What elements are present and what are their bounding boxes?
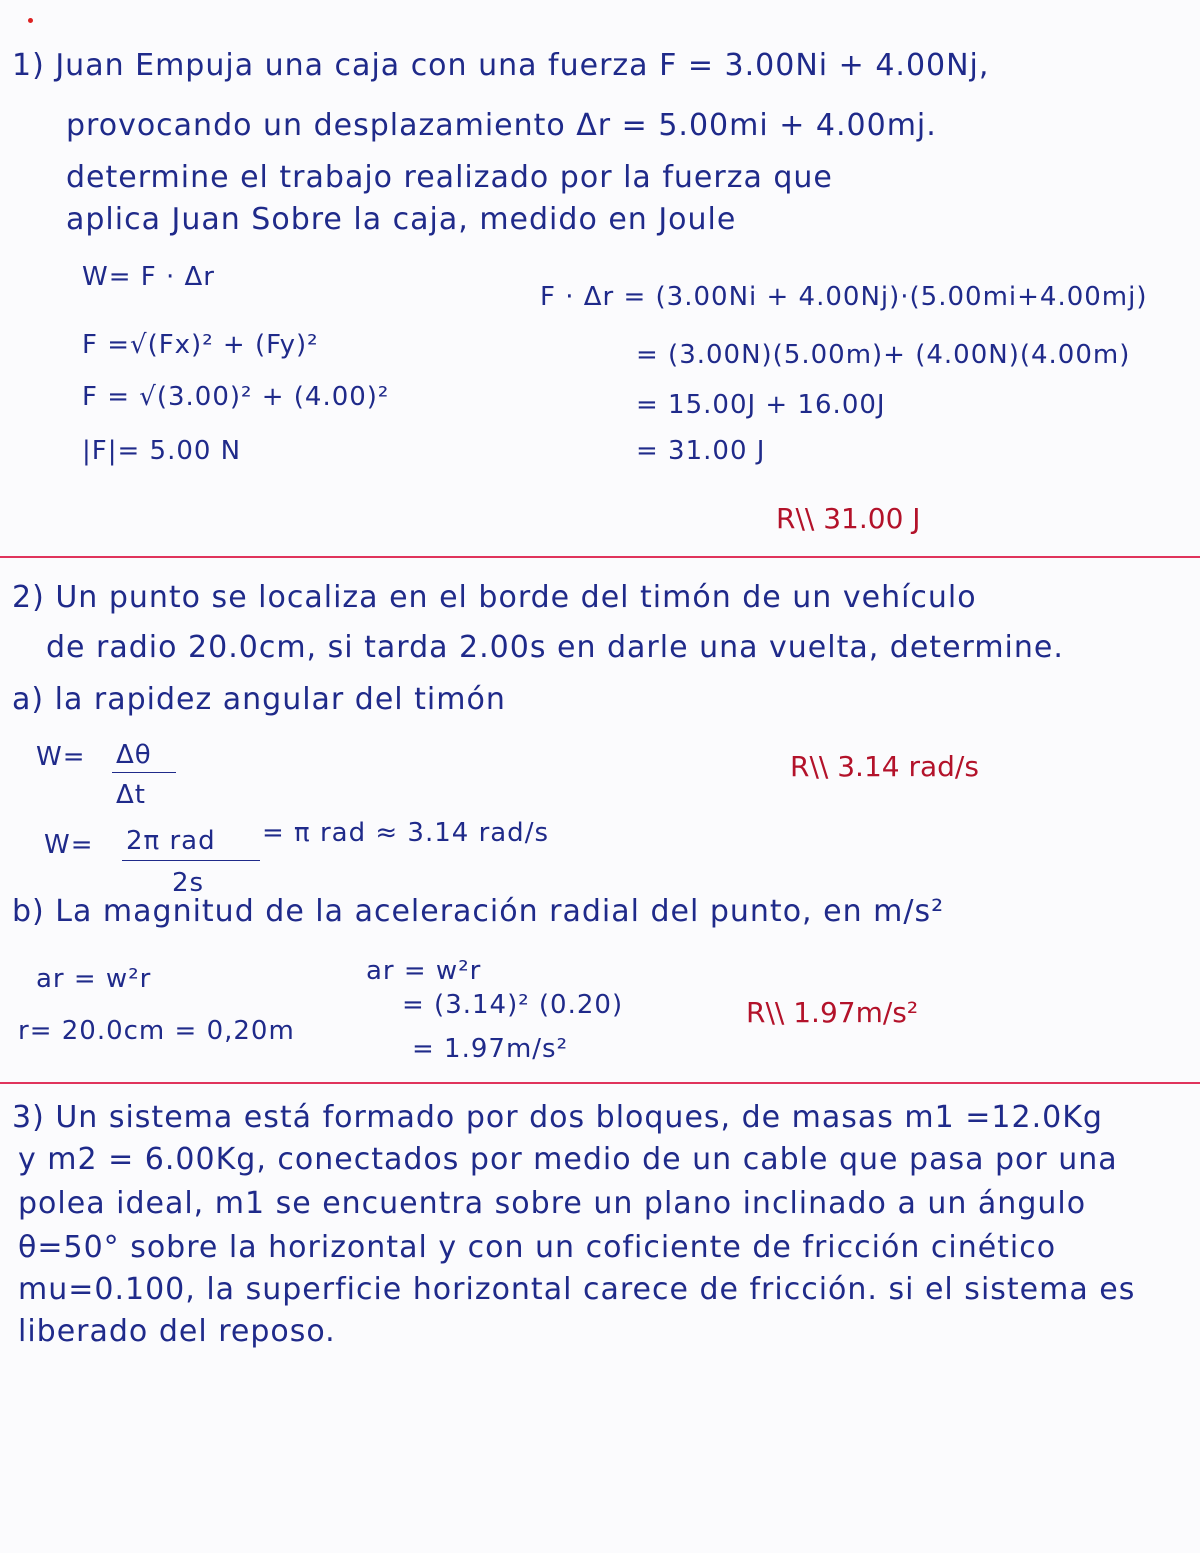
divider-2 bbox=[0, 1082, 1200, 1084]
p2a-den1: Δt bbox=[116, 780, 146, 810]
p3-line-4: θ=50° sobre la horizontal y con un coficiente de fricción cinético bbox=[18, 1230, 1057, 1265]
fraction-bar-2 bbox=[122, 860, 260, 861]
p2a-w2: W= bbox=[44, 830, 94, 860]
ink-dot bbox=[28, 18, 33, 23]
p1-work-right-3: = 15.00J + 16.00J bbox=[636, 390, 886, 420]
p2a-answer: R\\ 3.14 rad/s bbox=[790, 750, 979, 783]
p2b-right-2: = (3.14)² (0.20) bbox=[402, 990, 624, 1020]
p2b-right-1: ar = w²r bbox=[366, 956, 482, 986]
p2-line-3: a) la rapidez angular del timón bbox=[12, 682, 506, 717]
p1-work-left-4: |F|= 5.00 N bbox=[82, 436, 242, 466]
p1-work-left-1: W= F · Δr bbox=[82, 262, 215, 292]
p3-line-6: liberado del reposo. bbox=[18, 1314, 336, 1349]
p1-line-2: provocando un desplazamiento Δr = 5.00mi + 4.00mj. bbox=[66, 108, 937, 143]
p1-work-left-3: F = √(3.00)² + (4.00)² bbox=[82, 382, 390, 412]
p2-line-2: de radio 20.0cm, si tarda 2.00s en darle una vuelta, determine. bbox=[46, 630, 1064, 665]
p1-work-left-2: F =√(Fx)² + (Fy)² bbox=[82, 330, 319, 360]
p1-line-3: determine el trabajo realizado por la fuerza que bbox=[66, 160, 833, 195]
p2-line-1: 2) Un punto se localiza en el borde del timón de un vehículo bbox=[12, 580, 977, 615]
p3-line-2: y m2 = 6.00Kg, conectados por medio de un cable que pasa por una bbox=[18, 1142, 1118, 1177]
p3-line-3: polea ideal, m1 se encuentra sobre un plano inclinado a un ángulo bbox=[18, 1186, 1087, 1221]
divider-1 bbox=[0, 556, 1200, 558]
p1-answer: R\\ 31.00 J bbox=[776, 502, 921, 535]
p1-work-right-1: F · Δr = (3.00Ni + 4.00Nj)·(5.00mi+4.00mj) bbox=[540, 282, 1148, 312]
p2b-answer: R\\ 1.97m/s² bbox=[746, 996, 919, 1029]
p2b-left-2: r= 20.0cm = 0,20m bbox=[18, 1016, 295, 1046]
p1-work-right-2: = (3.00N)(5.00m)+ (4.00N)(4.00m) bbox=[636, 340, 1131, 370]
p2b-line: b) La magnitud de la aceleración radial del punto, en m/s² bbox=[12, 894, 945, 929]
p2a-w1: W= bbox=[36, 742, 86, 772]
fraction-bar-1 bbox=[112, 772, 176, 773]
p1-work-right-4: = 31.00 J bbox=[636, 436, 766, 466]
p2a-den2: 2s bbox=[172, 868, 205, 898]
p2a-num1: Δθ bbox=[116, 740, 152, 770]
p2a-num2: 2π rad bbox=[126, 826, 216, 856]
p2b-left-1: ar = w²r bbox=[36, 964, 152, 994]
p3-line-1: 3) Un sistema está formado por dos bloques, de masas m1 =12.0Kg bbox=[12, 1100, 1103, 1135]
p1-line-4: aplica Juan Sobre la caja, medido en Joule bbox=[66, 202, 737, 237]
p2a-result: = π rad ≈ 3.14 rad/s bbox=[262, 818, 549, 848]
p3-line-5: mu=0.100, la superficie horizontal carece de fricción. si el sistema es bbox=[18, 1272, 1136, 1307]
p2b-right-3: = 1.97m/s² bbox=[412, 1034, 568, 1064]
p1-line-1: 1) Juan Empuja una caja con una fuerza F = 3.00Ni + 4.00Nj, bbox=[12, 48, 990, 83]
